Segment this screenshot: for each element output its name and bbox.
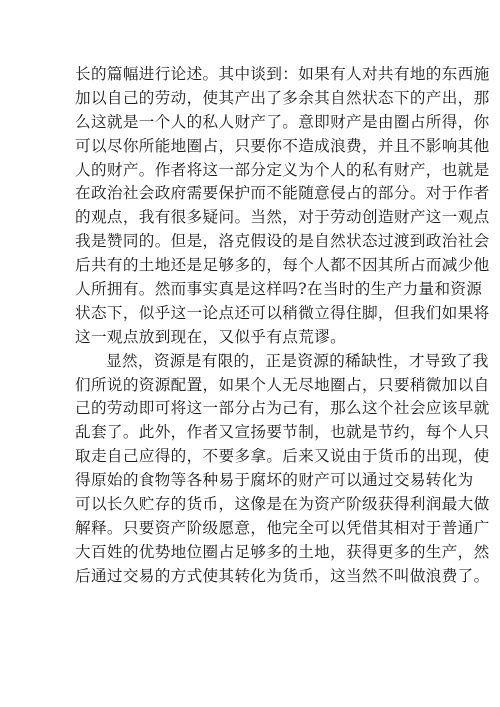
text-line: 乱套了。此外，作者又宣扬要节制，也就是节约，每个人只 (75, 423, 490, 442)
text-line: 我是赞同的。但是，洛克假设的是自然状态过渡到政治社会 (75, 232, 490, 251)
text-line: 得原始的食物等各种易于腐坏的财产可以通过交易转化为 (75, 471, 474, 490)
text-line: 大百姓的优势地位圈占足够多的土地，获得更多的生产，然 (75, 542, 490, 561)
text-line: 加以自己的劳动，使其产出了多余其自然状态下的产出，那 (75, 88, 490, 107)
text-line: 后通过交易的方式使其转化为货币，这当然不叫做浪费了。 (75, 566, 490, 585)
text-line: 们所说的资源配置，如果个人无尽地圈占，只要稍微加以自 (75, 375, 490, 394)
paragraph-first-line: 显然，资源是有限的，正是资源的稀缺性，才导致了我 (106, 351, 489, 370)
text-line: 解释。只要资产阶级愿意，他完全可以凭借其相对于普通广 (75, 518, 490, 537)
body-text (75, 63, 490, 589)
text-line: 取走自己应得的，不要多拿。后来又说由于货币的出现，使 (75, 447, 490, 466)
text-line: 己的劳动即可将这一部分占为己有，那么这个社会应该早就 (75, 399, 490, 418)
text-line: 在政治社会政府需要保护而不能随意侵占的部分。对于作者 (75, 184, 490, 203)
text-line: 状态下，似乎这一论点还可以稍微立得住脚，但我们如果将 (75, 303, 490, 322)
text-line: 人的财产。作者将这一部分定义为个人的私有财产，也就是 (75, 160, 490, 179)
text-line: 可以尽你所能地圈占，只要你不造成浪费，并且不影响其他 (75, 136, 490, 155)
text-line: 可以长久贮存的货币，这像是在为资产阶级获得利润最大做 (75, 495, 490, 514)
text-line: 长的篇幅进行论述。其中谈到：如果有人对共有地的东西施 (75, 65, 490, 83)
text-line: 的观点，我有很多疑问。当然，对于劳动创造财产这一观点 (75, 208, 490, 227)
text-line: 这一观点放到现在，又似乎有点荒谬。 (75, 327, 347, 346)
text-line: 后共有的土地还是足够多的，每个人都不因其所占而减少他 (75, 256, 490, 275)
text-line: 么这就是一个人的私人财产了。意即财产是由圈占所得，你 (75, 112, 490, 131)
text-line: 人所拥有。然而事实真是这样吗?在当时的生产力量和资源 (75, 280, 483, 299)
